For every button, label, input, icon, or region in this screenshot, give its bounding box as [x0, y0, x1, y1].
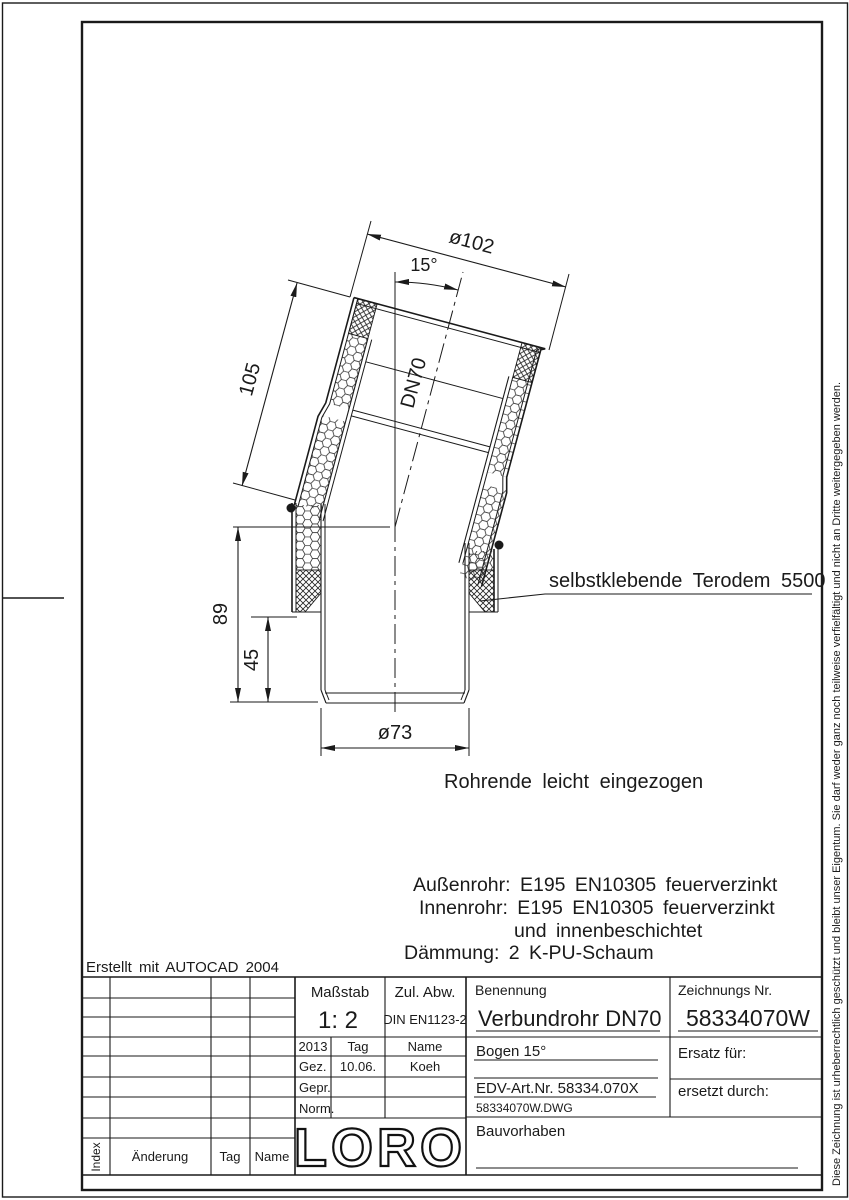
- dim-label-height-spigot: 45: [241, 648, 263, 672]
- dim-label-dn70: DN70: [396, 355, 432, 411]
- dim-dia-bottom: [321, 708, 469, 756]
- aenderung-header: Änderung: [131, 1149, 189, 1164]
- bauvorhaben-label: Bauvorhaben: [476, 1123, 566, 1140]
- benennung-value: Verbundrohr DN70: [478, 1006, 662, 1031]
- copyright-vertical-text: Diese Zeichnung ist urheberrechtlich geschützt und bleibt unser Eigentum. Sie darf weder ganz noch teilweise verfielfältigt und nicht an Dritte weitergegeben werden.: [831, 381, 843, 1186]
- rev-tag-header: Tag: [219, 1149, 241, 1164]
- zul-abw-label: Zul. Abw.: [394, 984, 456, 1001]
- dim-label-dia-top: ø102: [446, 225, 497, 259]
- dim-label-height-total: 89: [210, 602, 232, 626]
- terodem-leader-line: [480, 594, 812, 601]
- edv-artnr: EDV-Art.Nr. 58334.070X: [476, 1080, 639, 1097]
- zeichnungs-value: 58334070W: [685, 1005, 811, 1031]
- material-note-aussenrohr: Außenrohr: E195 EN10305 feuerverzinkt: [413, 874, 778, 896]
- dim-label-dia-bottom: ø73: [377, 722, 413, 744]
- ersatz-label: Ersatz für:: [678, 1045, 747, 1062]
- dim-label-angle: 15°: [410, 255, 438, 275]
- rev-name-header: Name: [254, 1149, 290, 1164]
- ersetzt-label: ersetzt durch:: [678, 1083, 769, 1100]
- weld-dot-left: [287, 504, 296, 513]
- index-header: Index: [89, 1142, 103, 1172]
- gez-name: Koeh: [409, 1059, 441, 1074]
- weld-dot-right: [495, 541, 504, 550]
- benennung-label: Benennung: [475, 982, 547, 998]
- material-note-beschichtung: und innenbeschichtet: [514, 920, 703, 942]
- zeichnungs-label: Zeichnungs Nr.: [678, 982, 773, 998]
- variant-label: Bogen 15°: [476, 1043, 547, 1060]
- zul-abw-value: DIN EN1123-2: [383, 1012, 467, 1027]
- terodem-callout: selbstklebende Terodem 5500: [549, 570, 826, 592]
- year-cell: 2013: [298, 1039, 328, 1054]
- tag-header: Tag: [347, 1039, 369, 1054]
- dimensions: [210, 221, 569, 756]
- centerline: [395, 272, 463, 712]
- norm-label: Norm.: [299, 1101, 335, 1116]
- pipe-bend-view: [286, 272, 545, 712]
- material-note-innenrohr: Innenrohr: E195 EN10305 feuerverzinkt: [419, 897, 775, 919]
- gez-label: Gez.: [299, 1059, 327, 1074]
- masstab-value: 1: 2: [317, 1007, 359, 1034]
- dwg-filename: 58334070W.DWG: [476, 1101, 573, 1115]
- gez-date: 10.06.: [339, 1059, 377, 1074]
- annotations: [404, 570, 825, 964]
- pipe-end-note: Rohrende leicht eingezogen: [444, 771, 704, 793]
- masstab-label: Maßstab: [310, 984, 370, 1001]
- material-note-daemmung: Dämmung: 2 K-PU-Schaum: [404, 942, 654, 964]
- dim-label-slant: 105: [235, 360, 266, 399]
- title-block-text: [86, 959, 810, 1178]
- name-header: Name: [407, 1039, 443, 1054]
- loro-logo: LORO: [294, 1118, 466, 1178]
- dim-height-spigot: [241, 617, 297, 702]
- gepr-label: Gepr.: [299, 1080, 331, 1095]
- created-with-note: Erstellt mit AUTOCAD 2004: [86, 959, 279, 976]
